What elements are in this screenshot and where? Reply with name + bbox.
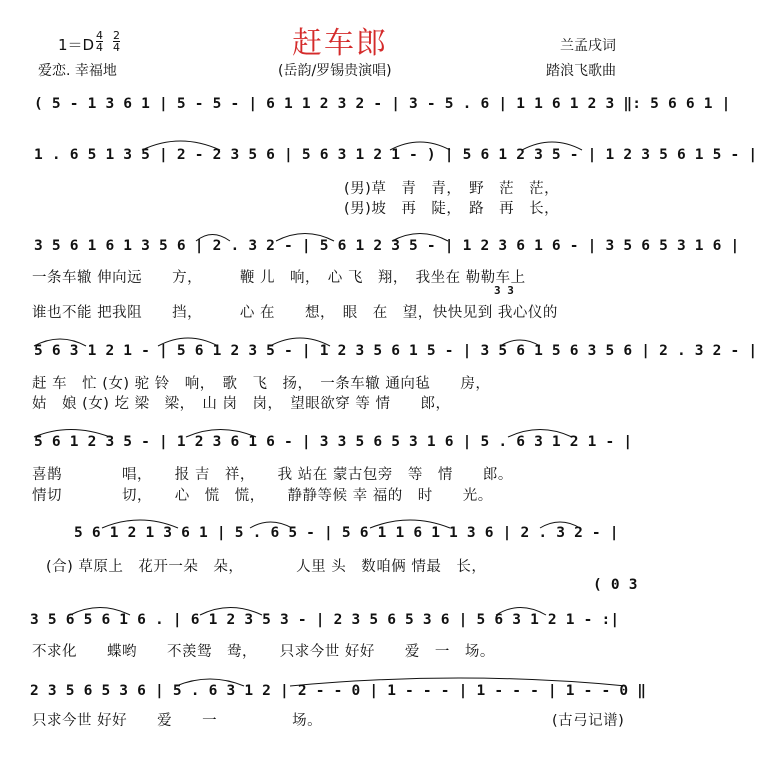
time-sig-b-num: 2	[113, 29, 120, 42]
slur	[508, 430, 572, 438]
lyric-7: 不求化 蝶哟 不羡鸳 鸯， 只求今世 好好 爱 一 场。	[32, 644, 495, 660]
lyric-2b: (男)坡 再 陡， 路 再 长，	[344, 201, 560, 217]
slur	[540, 522, 580, 528]
lyric-5a: 喜鹊 唱， 报 吉 祥， 我 站在 蒙古包旁 等 情 郎。	[32, 467, 513, 483]
slur	[370, 520, 450, 528]
slur	[392, 234, 448, 242]
composer: 踏浪飞歌曲	[546, 63, 616, 79]
slur	[270, 338, 330, 346]
slur	[500, 340, 540, 346]
time-sig-a-num: 4	[96, 29, 103, 42]
slur	[496, 608, 546, 616]
slur	[34, 430, 110, 438]
album-name: 爱恋. 幸福地	[38, 63, 117, 79]
lyric-3b: 谁也不能 把我阻 挡， 心 在 想， 眼 在 望，快快见到 我心仪的	[32, 305, 558, 321]
slur	[102, 520, 178, 528]
key-signature: 1＝D	[58, 36, 95, 54]
lyric-3a: 一条车辙 伸向远 方， 鞭 儿 响， 心 飞 翔， 我坐在 勒勒车上	[32, 270, 526, 286]
performers: (岳韵/罗锡贵演唱)	[278, 63, 392, 79]
lyric-5b: 情切 切， 心 慌 慌， 静静等候 幸 福的 时 光。	[32, 488, 493, 504]
staff-line-4: 5 6 3 1 2 1 - | 5 6 1 2 3 5 - | 1 2 3 5 6 1 5 - | 3 5 6 1 5 6 3 5 6 | 2 . 3 2 - |	[34, 343, 757, 359]
lyricist: 兰孟戌词	[560, 38, 616, 54]
staff-line-6: 5 6 1 2 1 3 6 1 | 5 . 6 5 - | 5 6 1 1 6 1 1 3 6 | 2 . 3 2 - |	[74, 525, 619, 541]
pickup-notes: ( 0 3	[593, 577, 638, 593]
staff-line-1: ( 5 - 1 3 6 1 | 5 - 5 - | 6 1 1 2 3 2 - | 3 - 5 . 6 | 1 1 6 1 2 3 ‖: 5 6 6 1 |	[34, 96, 731, 112]
source-note: (古弓记谱)	[552, 713, 625, 729]
slur	[250, 522, 292, 528]
time-sig-a-den: 4	[96, 41, 103, 54]
slur	[522, 142, 582, 150]
slur	[176, 679, 244, 686]
slur	[158, 338, 218, 346]
lyric-6: (合) 草原上 花开一朵 朵， 人里 头 数咱俩 情最 长，	[46, 559, 487, 575]
lyric-4b: 姑 娘 (女) 圪 梁 梁， 山 岗 岗， 望眼欲穿 等 情 郎，	[32, 396, 451, 412]
staff-line-5: 5 6 1 2 3 5 - | 1 2 3 6 1 6 - | 3 3 5 6 5 3 1 6 | 5 . 6 3 1 2 1 - |	[34, 434, 633, 450]
slur	[200, 608, 262, 616]
staff-line-3: 3 5 6 1 6 1 3 5 6 | 2 . 3 2 - | 5 6 1 2 3 5 - | 1 2 3 6 1 6 - | 3 5 6 5 3 1 6 |	[34, 238, 740, 254]
staff-line-8: 2 3 5 6 5 3 6 | 5 . 6 3 1 2 | 2 - - 0 | 1 - - - | 1 - - - | 1 - - 0 ‖	[30, 683, 647, 699]
time-sig-b-den: 4	[113, 41, 120, 54]
slur	[186, 430, 256, 438]
staff-line-7: 3 5 6 5 6 1 6 . | 6 1 2 3 5 3 - | 2 3 5 6 5 3 6 | 5 6 3 1 2 1 - :|	[30, 612, 620, 628]
lyric-4a: 赶 车 忙 (女) 驼 铃 响， 歌 飞 扬， 一条车辙 通向毡 房，	[32, 376, 491, 392]
staff-line-2: 1 . 6 5 1 3 5 | 2 - 2 3 5 6 | 5 6 3 1 2 1 - ) | 5 6 1 2 3 5 - | 1 2 3 5 6 1 5 - |	[34, 147, 757, 163]
slur	[34, 339, 86, 346]
slur	[70, 608, 130, 616]
slur	[276, 234, 334, 242]
slur	[290, 678, 626, 686]
slur	[390, 142, 450, 150]
triplet-mark: 3 3	[494, 284, 514, 297]
lyric-8: 只求今世 好好 爱 一 场。	[32, 713, 323, 729]
song-title: 赶车郎	[292, 26, 388, 61]
slur	[196, 235, 230, 242]
lyric-2a: (男)草 青 青， 野 茫 茫，	[344, 181, 560, 197]
slur	[142, 141, 220, 150]
